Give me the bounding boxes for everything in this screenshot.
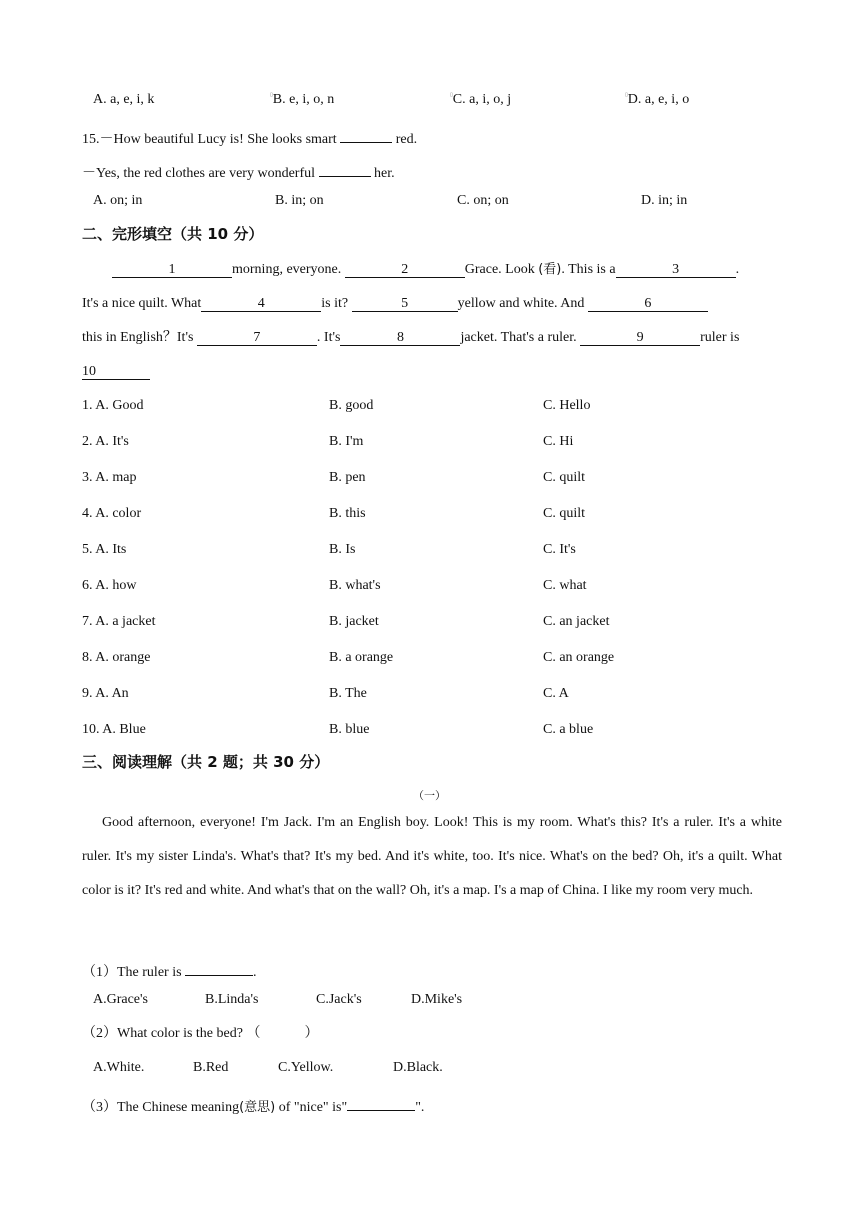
q14-option-a: A. a, e, i, k bbox=[93, 92, 155, 107]
section3-heading: 三、阅读理解（共 2 题；共 30 分） bbox=[82, 753, 330, 771]
answer-blank[interactable] bbox=[319, 161, 371, 177]
cloze-question-7: 7. A. a jacket B. jacket C. an jacket bbox=[82, 614, 610, 629]
cloze-blank-1[interactable]: 1 bbox=[112, 262, 232, 278]
cloze-blank-7[interactable]: 7 bbox=[197, 330, 317, 346]
cloze-line-1: 1 morning, everyone. 2 Grace. Look (看). This is a 3 . bbox=[112, 262, 739, 278]
cloze-blank-9[interactable]: 9 bbox=[580, 330, 700, 346]
reading-question-1: （1）The ruler is . bbox=[82, 960, 257, 980]
q2-option-a: A.White. bbox=[93, 1060, 145, 1075]
cloze-question-8: 8. A. orange B. a orange C. an orange bbox=[82, 650, 615, 665]
q15-line1: 15.－How beautiful Lucy is! She looks smart red. bbox=[82, 127, 417, 147]
cloze-line-2: It's a nice quilt. What 4 is it? 5 yellow and white. And 6 bbox=[82, 296, 708, 312]
cloze-blank-8[interactable]: 8 bbox=[340, 330, 460, 346]
q2-option-c: C.Yellow. bbox=[278, 1060, 334, 1075]
q15-option-d: D. in; in bbox=[641, 193, 688, 208]
q15-option-b: B. in; on bbox=[275, 193, 324, 208]
cloze-blank-4[interactable]: 4 bbox=[201, 296, 321, 312]
cloze-blank-3[interactable]: 3 bbox=[616, 262, 736, 278]
cloze-blank-2[interactable]: 2 bbox=[345, 262, 465, 278]
cloze-question-9: 9. A. An B. The C. A bbox=[82, 686, 569, 701]
q15-line2: －Yes, the red clothes are very wonderful her. bbox=[82, 161, 395, 181]
cloze-blank-5[interactable]: 5 bbox=[352, 296, 458, 312]
cloze-question-10: 10. A. Blue B. blue C. a blue bbox=[82, 722, 594, 737]
answer-blank[interactable] bbox=[347, 1095, 415, 1111]
q1-option-d: D.Mike's bbox=[411, 992, 463, 1007]
cloze-blank-10[interactable]: 10 bbox=[82, 364, 150, 380]
reading-question-3: （3）The Chinese meaning(意思) of "nice" is" ". bbox=[82, 1095, 424, 1115]
q2-option-b: B.Red bbox=[193, 1060, 229, 1075]
answer-blank[interactable] bbox=[185, 960, 253, 976]
reading-question-2: （2）What color is the bed? （ ） bbox=[82, 1026, 319, 1041]
cloze-blank-6[interactable]: 6 bbox=[588, 296, 708, 312]
cloze-line-3: this in English？It's 7 . It's 8 jacket. That's a ruler. 9 ruler is bbox=[82, 330, 740, 345]
q14-option-d: ▯D. a, e, i, o bbox=[625, 92, 690, 107]
q1-option-c: C.Jack's bbox=[316, 992, 362, 1007]
cloze-question-2: 2. A. It's B. I'm C. Hi bbox=[82, 434, 574, 449]
cloze-question-6: 6. A. how B. what's C. what bbox=[82, 578, 587, 593]
q2-option-d: D.Black. bbox=[393, 1060, 443, 1075]
answer-blank[interactable] bbox=[340, 127, 392, 143]
cloze-question-1: 1. A. Good B. good C. Hello bbox=[82, 398, 591, 413]
q14-option-c: ▯C. a, i, o, j bbox=[450, 92, 512, 107]
cloze-line-4 bbox=[82, 364, 150, 380]
cloze-question-5: 5. A. Its B. Is C. It's bbox=[82, 542, 576, 557]
cloze-question-4: 4. A. color B. this C. quilt bbox=[82, 506, 586, 521]
reading-passage: Good afternoon, everyone! I'm Jack. I'm an English boy. Look! This is my room. What's this? It's a ruler. It's a white ruler. It's my sister Linda's. What's that? It's my bed. And it's white, too. It's nice. What's on the bed? Oh, it's a quilt. What color is it? It's red and white. And what's that on the wall? Oh, it's a map. I's a map of China. I like my room very much. bbox=[82, 815, 782, 898]
passage-number: （一） bbox=[413, 789, 446, 802]
q15-option-a: A. on; in bbox=[93, 193, 143, 208]
section2-heading: 二、完形填空（共 10 分） bbox=[82, 225, 264, 243]
q14-option-b: ▯B. e, i, o, n bbox=[270, 92, 335, 107]
q15-option-c: C. on; on bbox=[457, 193, 509, 208]
cloze-question-3: 3. A. map B. pen C. quilt bbox=[82, 470, 586, 485]
q1-option-a: A.Grace's bbox=[93, 992, 148, 1007]
q1-option-b: B.Linda's bbox=[205, 992, 259, 1007]
